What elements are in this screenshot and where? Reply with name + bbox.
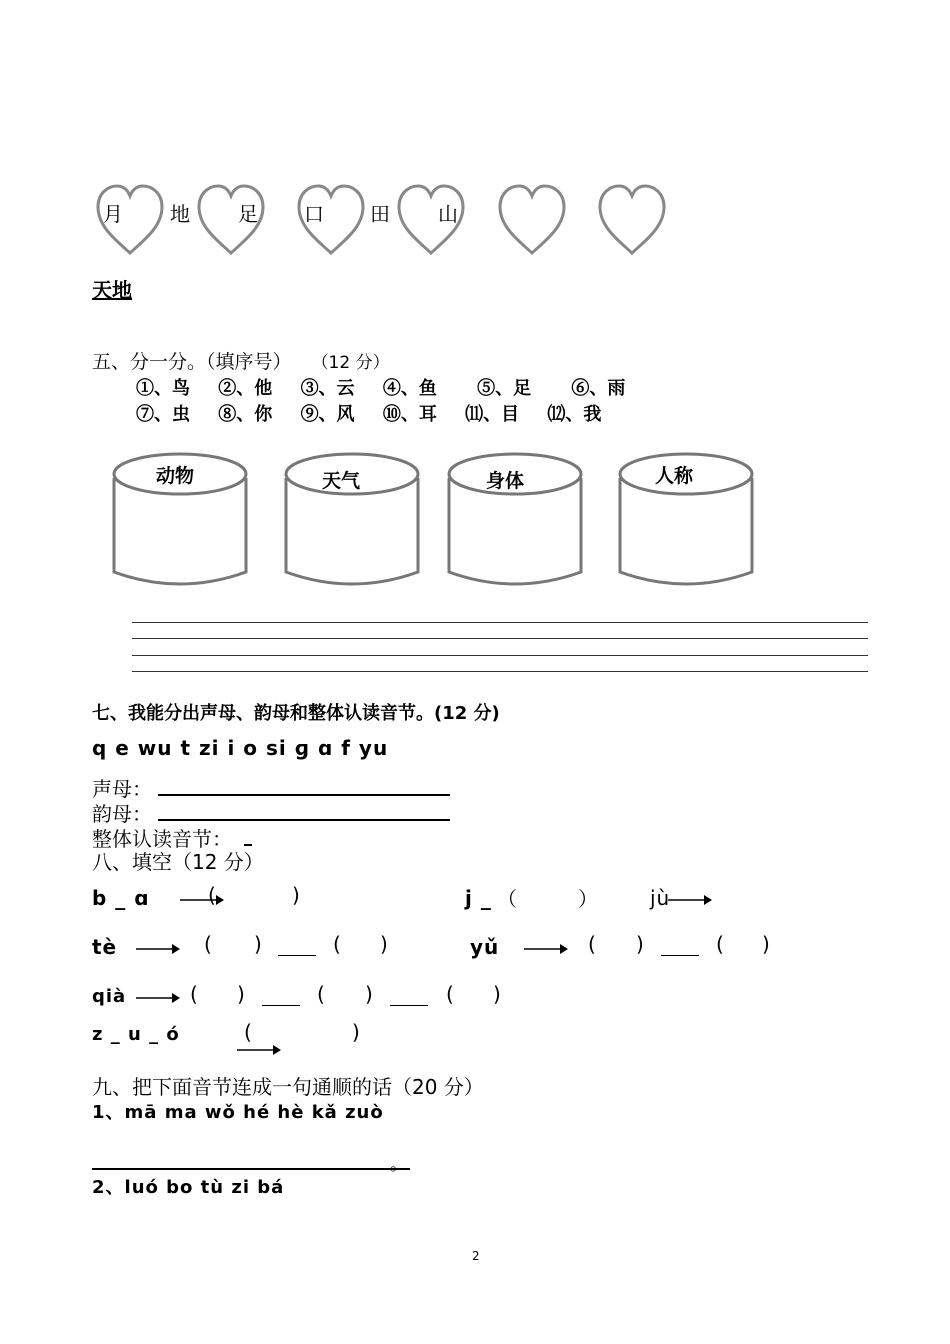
char-item: ②、他 [218,378,273,399]
can-label: 动物 [156,465,195,487]
char-item: ③、云 [300,378,355,399]
paren-close: ) [254,932,262,956]
paren-open: ( [204,932,212,956]
answer-blank[interactable] [262,1005,300,1006]
arrow-icon [237,1044,281,1056]
paren-close: ) [762,932,770,956]
zhengti-label: 整体认读音节： [92,827,232,851]
paren-close: ) [493,982,501,1006]
can-label: 身体 [486,470,525,492]
section7-title: 七、我能分出声母、韵母和整体认读音节。(12 分) [92,703,500,724]
fill-item: yǔ [470,935,500,959]
paren-open: ( [317,982,325,1006]
page-number: 2 [472,1249,480,1263]
char-item: ⑥、雨 [571,378,626,399]
heart-icon [597,183,667,257]
section8-title: 八、填空（12 分） [92,850,264,874]
paren-open: ( [446,982,454,1006]
paren-open: ( [333,932,341,956]
sentence-2-syllables: 2、luó bo tù zi bá [92,1177,285,1198]
shengmu-label: 声母： [92,777,152,801]
paren-open: ( [244,1020,252,1044]
char-item: ⑿、我 [547,404,602,425]
paren-close: ) [636,932,644,956]
fill-item: b _ ɑ [92,886,150,910]
yunmu-answer-line[interactable] [158,819,450,821]
fill-item: qià [92,986,127,1007]
char-item: ⑧、你 [218,404,273,425]
answer-line[interactable] [132,638,868,639]
arrow-icon [668,894,712,906]
sentence-1-syllables: 1、mā ma wǒ hé hè kǎ zuò [92,1102,384,1123]
fill-item: jù [650,886,671,910]
fill-item: j _ [465,886,492,910]
section5-score: （12 分） [311,353,390,373]
heart-char: 口 [304,202,324,226]
paren-close: ) [292,883,300,907]
char-item: ④、鱼 [382,378,437,399]
answer-blank[interactable] [278,955,316,956]
char-row-2 [136,400,623,426]
answer-line[interactable] [132,622,868,623]
char-row-1 [136,374,647,400]
section9-title: 九、把下面音节连成一句通顺的话（20 分） [92,1075,484,1099]
example-word: 天地 [92,278,132,302]
answer-blank[interactable] [661,955,699,956]
char-item: ⑤、足 [477,378,532,399]
paren-close: ） [578,887,598,911]
sentence-1-period: 。 [390,1154,408,1175]
can-label: 人称 [655,465,694,487]
char-item: ⑨、风 [300,404,355,425]
paren-open: ( [208,883,216,907]
answer-line[interactable] [132,655,868,656]
yunmu-label: 韵母： [92,802,152,826]
char-item: ⑦、虫 [136,404,190,425]
paren-close: ) [352,1020,360,1044]
heart-char: 足 [238,202,258,226]
arrow-icon [136,992,180,1004]
heart-char: 山 [438,202,458,226]
heart-char: 月 [103,202,123,226]
answer-line[interactable] [132,671,868,672]
arrow-icon [180,894,224,906]
fill-item: z _ u _ ó [92,1024,180,1045]
section5-title [92,347,390,374]
pinyin-letters: q e wu t zi i o si ɡ ɑ f yu [92,736,389,760]
shengmu-answer-line[interactable] [158,794,450,796]
paren-open: ( [190,982,198,1006]
can-label: 天气 [322,470,361,492]
paren-open: ( [716,932,724,956]
char-item: ⑾、目 [465,404,520,425]
section5-title-text: 五、分一分。（填序号） [92,351,292,373]
paren-close: ) [365,982,373,1006]
arrow-icon [136,943,180,955]
paren-close: ) [380,932,388,956]
paren-open: ( [588,932,596,956]
heart-char: 田 [370,202,390,226]
heart-icon [497,183,567,257]
heart-char: 地 [170,202,190,226]
char-item: ①、鸟 [136,378,190,399]
paren-open: （ [497,887,517,911]
paren-close: ) [237,982,245,1006]
sentence-1-answer-line[interactable] [92,1168,410,1170]
arrow-icon [524,943,568,955]
answer-blank[interactable] [390,1005,428,1006]
fill-item: tè [92,935,118,959]
char-item: ⑩、耳 [382,404,437,425]
